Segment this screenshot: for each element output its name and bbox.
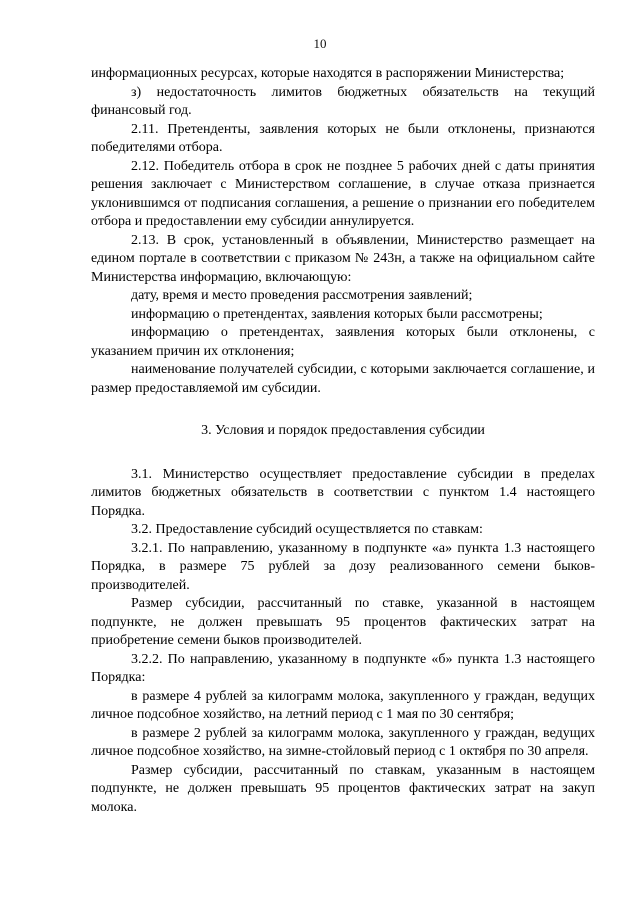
paragraph: 2.11. Претенденты, заявления которых не были отклонены, признаются победителями отбора. xyxy=(91,121,595,155)
paragraph: 3.1. Министерство осуществляет предоставление субсидии в пределах лимитов бюджетных обязательств в соответствии с пунктом 1.4 настоящего Порядка. xyxy=(91,466,595,519)
paragraph: Размер субсидии, рассчитанный по ставке, указанной в настоящем подпункте, не должен превышать 95 процентов фактических затрат на приобретение семени быков производителей. xyxy=(91,596,595,648)
paragraph: 2.12. Победитель отбора в срок не позднее 5 рабочих дней с даты принятия решения заключает с Министерством соглашение, в случае отказа признается уклонившимся от подписания соглашения, а решение о признании его победителем отбора и предоставлении ему субсидии аннулируется. xyxy=(91,158,595,229)
paragraph: 3.2.1. По направлению, указанному в подпункте «а» пункта 1.3 настоящего Порядка, в размере 75 рублей за дозу реализованного семени быков-производителей. xyxy=(91,540,595,593)
paragraph: в размере 2 рублей за килограмм молока, закупленного у граждан, ведущих личное подсобное хозяйство, на зимне-стойловый период с 1 октября по 30 апреля. xyxy=(91,725,595,759)
paragraph: информацию о претендентах, заявления которых были отклонены, с указанием причин их отклонения; xyxy=(91,325,595,359)
paragraph: информационных ресурсах, которые находятся в распоряжении Министерства; xyxy=(91,66,565,81)
paragraph: информацию о претендентах, заявления которых были рассмотрены; xyxy=(131,306,543,322)
paragraph: дату, время и место проведения рассмотрения заявлений; xyxy=(131,288,473,303)
document-body xyxy=(91,65,595,817)
paragraph: з) недостаточность лимитов бюджетных обязательств на текущий финансовый год. xyxy=(91,84,595,118)
page-number: 10 xyxy=(313,36,327,51)
paragraph: Размер субсидии, рассчитанный по ставкам, указанным в настоящем подпункте, не должен превышать 95 процентов фактических затрат на закуп молока. xyxy=(91,762,595,815)
section-heading: 3. Условия и порядок предоставления субсидии xyxy=(201,423,485,438)
paragraph: 2.13. В срок, установленный в объявлении, Министерство размещает на едином портале в соответствии с приказом № 243н, а также на официальном сайте Министерства информацию, включающую: xyxy=(91,232,595,285)
paragraph: в размере 4 рублей за килограмм молока, закупленного у граждан, ведущих личное подсобное хозяйство, на летний период с 1 мая по 30 сентября; xyxy=(91,688,595,722)
section-2-continuation xyxy=(91,65,595,398)
paragraph: 3.2. Предоставление субсидий осуществляется по ставкам: xyxy=(131,522,483,537)
section-3-content xyxy=(91,466,595,818)
paragraph: наименование получателей субсидии, с которыми заключается соглашение, и размер предоставляемой им субсидии. xyxy=(91,362,595,396)
paragraph: 3.2.2. По направлению, указанному в подпункте «б» пункта 1.3 настоящего Порядка: xyxy=(91,651,595,685)
